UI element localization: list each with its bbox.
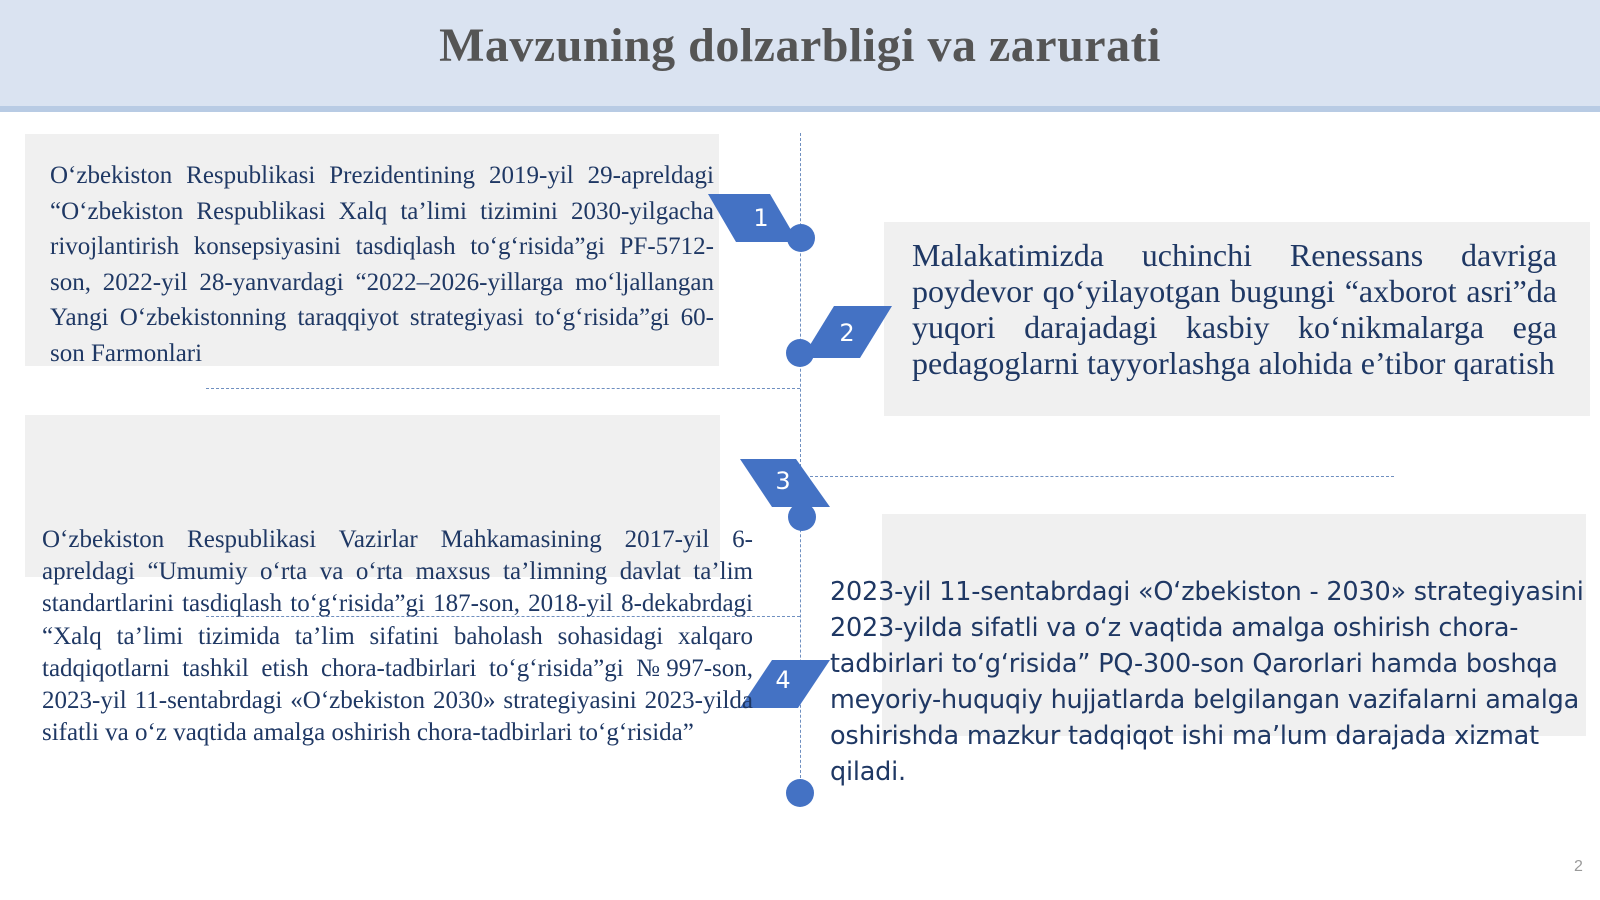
item-1-text: O‘zbekiston Respublikasi Prezidentining 2019-yil 29-apreldagi “O‘zbekiston Respublikasi Xalq ta’limi tizimini 2030-yilgacha rivojlantirish konsepsiyasini tasdiqlash to‘g‘risida”gi PF-5712-son, 2022-yil 28-yanvardagi “2022–2026-yillarga mo‘ljallangan Yangi O‘zbekistonning taraqqiyot strategiyasi to‘g‘risida”gi 60-son Farmonlari bbox=[50, 162, 714, 367]
header-divider bbox=[0, 106, 1600, 112]
connector-line-1 bbox=[206, 388, 800, 389]
slide-title: Mavzuning dolzarbligi va zarurati bbox=[439, 19, 1161, 72]
step-number-4: 4 bbox=[775, 666, 791, 694]
page-number: 2 bbox=[1574, 858, 1583, 875]
item-3-text: O‘zbekiston Respublikasi Vazirlar Mahkamasining 2017-yil 6-apreldagi “Umumiy o‘rta va o‘rta maxsus ta’limning davlat ta’lim standartlarini tasdiqlash to‘g‘risida”gi 187-son, 2018-yil 8-dekabrdagi “Xalq ta’limi tizimida ta’lim sifatini baholash sohasidagi xalqaro tadqiqotlarni tashkil etish chora-tadbirlari to‘g‘risida”gi №997-son, 2023-yil 11-sentabrdagi «O‘zbekiston 2030» strategiyasini 2023-yilda sifatli va o‘z vaqtida amalga oshirish chora-tadbirlari to‘g‘risida” bbox=[42, 526, 753, 747]
item-4-text: 2023-yil 11-sentabrdagi «O‘zbekiston - 2030» strategiyasini 2023-yilda sifatli va o‘z vaqtida amalga oshirish chora-tadbirlari to‘g‘risida” PQ-300-son Qarorlari hamda boshqa meyoriy-huquqiy hujjatlarda belgilangan vazifalarni amalga oshirishda mazkur tadqiqot ishi ma’lum darajada xizmat qiladi. bbox=[830, 577, 1584, 787]
step-number-3: 3 bbox=[775, 467, 791, 495]
item-2-text: Malakatimizda uchinchi Renessans davriga poydevor qo‘yilayotgan bugungi “axborot asri”da yuqori darajadagi kasbiy ko‘nikmalarga ega pedagoglarni tayyorlashga alohida e’tibor qaratish bbox=[912, 237, 1557, 381]
step-marker-2 bbox=[802, 306, 892, 354]
step-marker-3 bbox=[740, 459, 830, 507]
step-marker-1 bbox=[708, 194, 798, 242]
step-marker-4 bbox=[740, 660, 830, 708]
timeline-dot-3 bbox=[788, 503, 816, 531]
connector-line-2 bbox=[800, 476, 1394, 477]
step-number-2: 2 bbox=[839, 319, 855, 347]
timeline-dot-4 bbox=[786, 779, 814, 807]
step-number-1: 1 bbox=[753, 204, 769, 232]
